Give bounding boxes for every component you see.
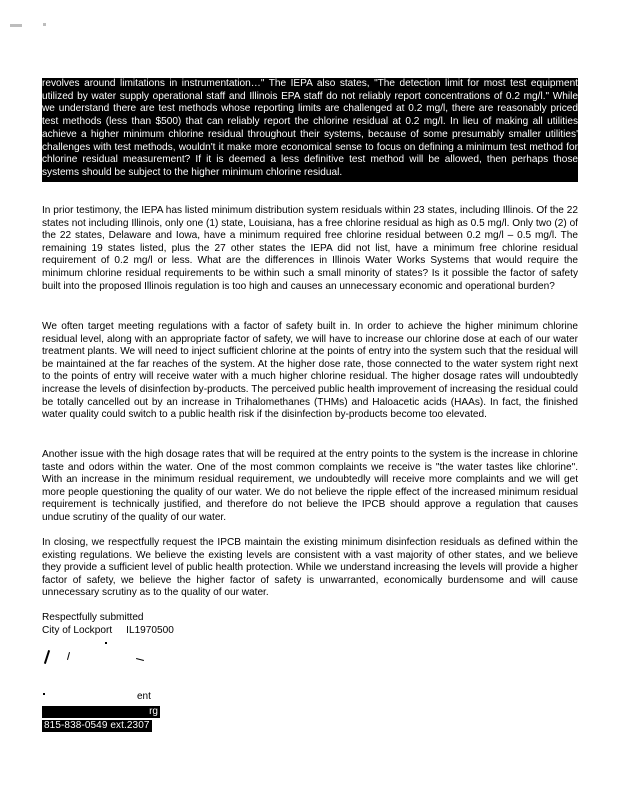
- closing-salutation: Respectfully submitted: [42, 612, 144, 623]
- signature-stroke: [105, 642, 107, 644]
- paragraph-state-comparison: [42, 205, 578, 293]
- paragraph-text: In prior testimony, the IEPA has listed minimum distribution system residuals within 23 states, including Illinois. Of the 22 states not including Illinois, only one (1) state, Louisiana, has a free chlorine residual as high as 0.5 mg/l. Only two (2) of the 22 states, Delaware and Iowa, have a minimum required free chlorine residual between 0.2 mg/l – 0.5 mg/l. The remaining 19 states listed, plus the 27 other states the IEPA did not list, have a minimum free chlorine residual requirement of 0.2 mg/l or less. What are the differences in Illinois Water Works Systems that would require the minimum chlorine residual requirements to be within such a small minority of states? Is it possible the factor of safety built into the proposed Illinois regulation is too high and causes an unnecessary economic and operational burden?: [42, 205, 578, 292]
- paragraph-closing-request: [42, 537, 578, 600]
- signature-stroke: [44, 650, 50, 664]
- highlighted-quote-block: revolves around limitations in instrumentation…" The IEPA also states, "The detection limit for most test equipment utilized by water supply operational staff and Illinois EPA staff do not reliably report concentrations of 0.2 mg/l." While we understand there are test methods whose reporting limits are challenged at 0.2 mg/l, there are reasonably priced test methods (less than $500) that can reliably report the chlorine residual at 0.2 mg/l. In lieu of making all utilities achieve a higher minimum chlorine residual throughout their systems, because of some presumably smaller utilities' challenges with test methods, wouldn't it make more economical sense to focus on defining a minimum test method for chlorine residual measurement? If it is deemed a less definitive test method will be allowed, then perhaps those systems should be subject to the higher minimum chlorine residual.: [42, 78, 578, 182]
- paragraph-text: We often target meeting regulations with a factor of safety built in. In order to achieve the higher minimum chlorine residual level, along with an appropriate factor of safety, we will have to increase our chlorine dose at each of our water treatment plants. We will need to inject sufficient chlorine at the points of entry into the system such that the residual will be maintained at the far reaches of the system. At the higher dose rate, those connected to the water system right next to the points of entry will receive water with a much higher chlorine residual. The higher dosage rates will undoubtedly increase the levels of disinfection by-products. The perceived public health improvement of increasing the residual could be totally cancelled out by an increase in Trihalomethanes (THMs) and Haloacetic acids (HAAs). In fact, the finished water quality could switch to a public health risk if the disinfection by-products become too elevated.: [42, 321, 578, 421]
- phone-number: 815-838-0549 ext.2307: [44, 720, 150, 731]
- redaction-speck: [43, 693, 45, 695]
- scan-speck: [10, 24, 22, 27]
- signature-stroke: [67, 652, 70, 660]
- paragraph-safety-factor: [42, 321, 578, 422]
- paragraph-text: In closing, we respectfully request the IPCB maintain the existing minimum disinfection residuals as defined within the existing regulations. We believe the existing levels are consistent with a vast majority of other states, and we believe they provide a sufficient level of public health protection. While we understand increasing the levels will provide a higher factor of safety, we believe the higher factor of safety is unwarranted, economically burdensome and will cause unnecessary scrutiny as to the quality of our water.: [42, 537, 578, 599]
- scan-speck: [43, 23, 46, 26]
- closing-block: [42, 612, 174, 638]
- paragraph-taste-odor: [42, 449, 578, 525]
- signer-title-fragment: ent: [137, 691, 151, 702]
- redacted-email: rg: [42, 706, 160, 718]
- closing-organization: City of Lockport IL1970500: [42, 624, 174, 636]
- paragraph-text: Another issue with the high dosage rates that will be required at the entry points to the system is the increase in chlorine taste and odors within the water. One of the most common complaints we receive is "the water tastes like chlorine". With an increase in the minimum residual requirement, we undoubtedly will receive more complaints and we will get more people questioning the quality of our water. We do not believe the ripple effect of the increased minimum residual requirement is technically justified, and therefore do not believe the IPCB should approve a regulation that causes undue scrutiny of the quality of our water.: [42, 449, 578, 523]
- signature-stroke: [136, 658, 144, 661]
